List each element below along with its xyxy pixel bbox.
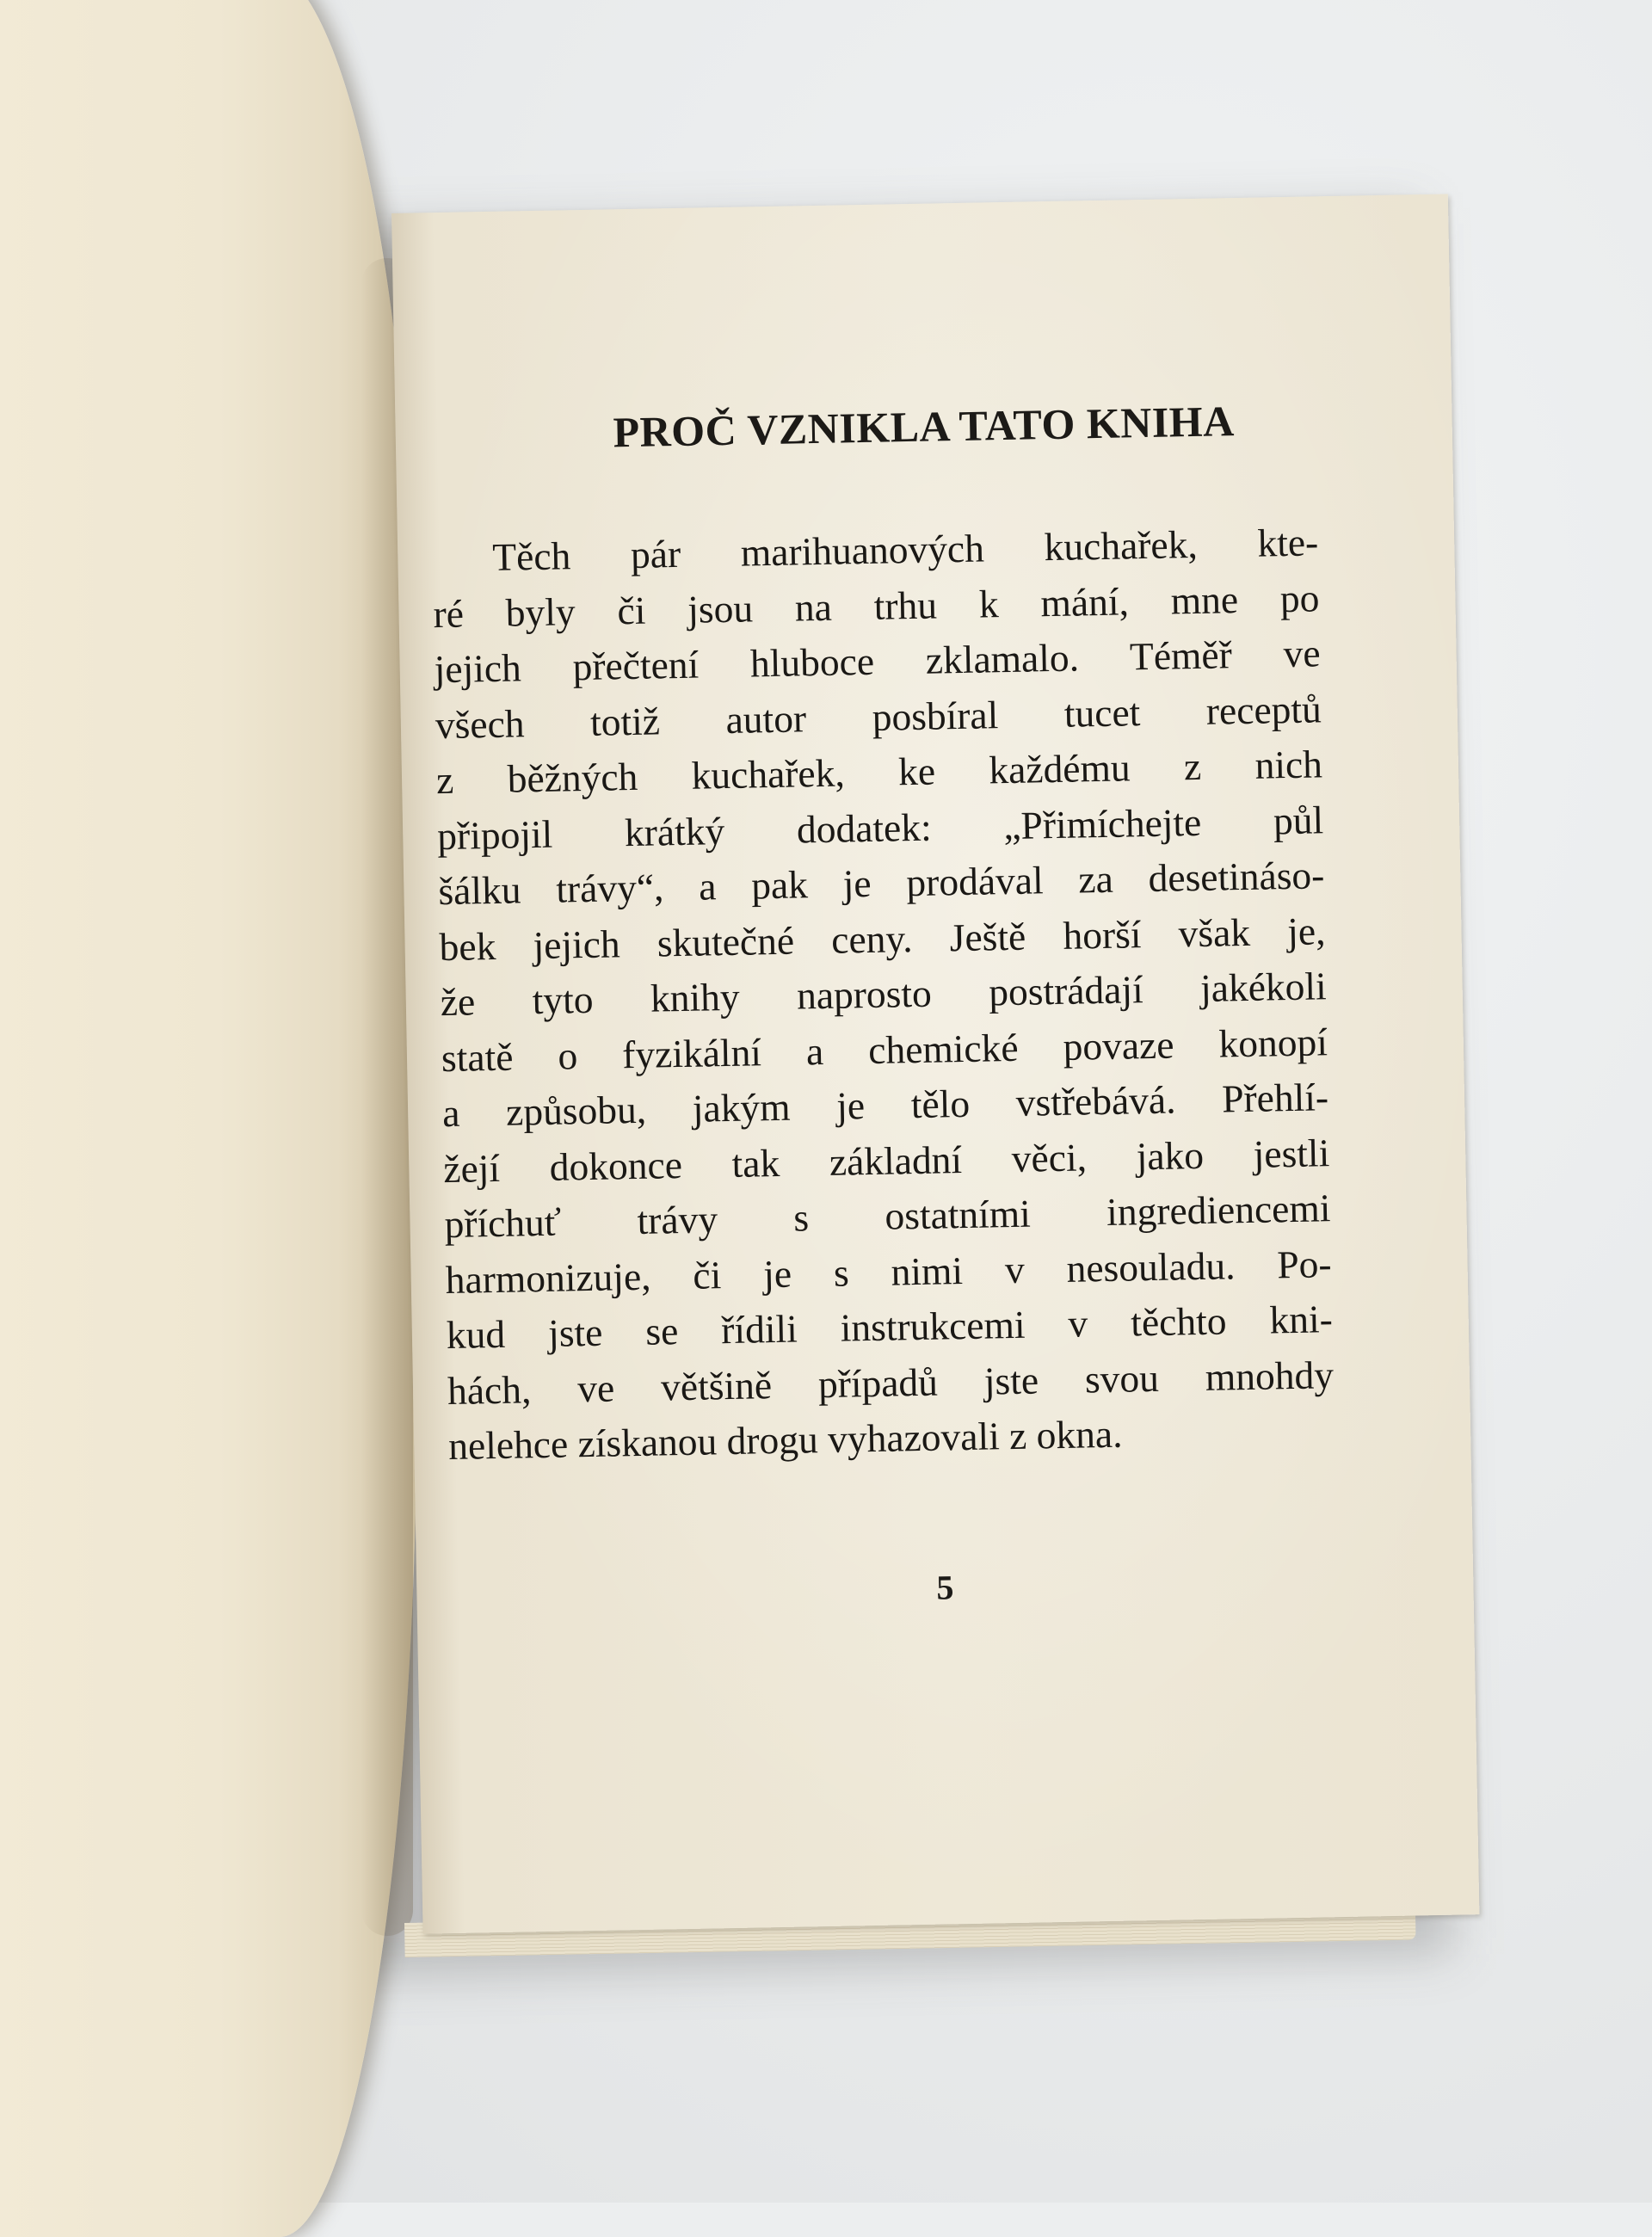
text-line: bek jejich skutečné ceny. Ještě horší však je, [439, 908, 1326, 969]
text-line: že tyto knihy naprosto postrádají jakékoli [440, 964, 1328, 1025]
text-line: harmonizuje, či je s nimi v nesouladu. Po- [445, 1241, 1333, 1302]
text-line: z běžných kuchařek, ke každému z nich [435, 742, 1323, 803]
chapter-heading: PROČ VZNIKLA TATO KNIHA [613, 397, 1236, 457]
text-line: statě o fyzikální a chemické povaze konopí [441, 1019, 1328, 1080]
text-line: Těch pár marihuanových kuchařek, kte- [491, 520, 1319, 579]
text-line: žejí dokonce tak základní věci, jako jestli [442, 1130, 1330, 1191]
text-line: nelehce získanou drogu vyhazovali z okna. [447, 1411, 1123, 1469]
text-line: kud jste se řídili instrukcemi v těchto kni- [446, 1297, 1334, 1358]
text-line: připojil krátký dodatek: „Přimíchejte půl [436, 797, 1324, 858]
text-line: ré byly či jsou na trhu k mání, mne po [433, 575, 1320, 636]
body-paragraph [432, 515, 1335, 1474]
text-line: všech totiž autor posbíral tucet receptů [435, 686, 1322, 747]
text-line: jejich přečtení hluboce zklamalo. Téměř ve [434, 631, 1322, 692]
page-number: 5 [935, 1568, 954, 1607]
left-page [0, 0, 417, 2237]
text-line: šálku trávy“, a pak je prodával za desetináso- [437, 853, 1325, 914]
text-line: příchuť trávy s ostatními ingrediencemi [444, 1186, 1331, 1247]
right-page [391, 194, 1479, 1933]
text-line: a způsobu, jakým je tělo vstřebává. Přehlí- [441, 1075, 1329, 1136]
text-line: hách, ve většině případů jste svou mnohdy [447, 1352, 1335, 1413]
